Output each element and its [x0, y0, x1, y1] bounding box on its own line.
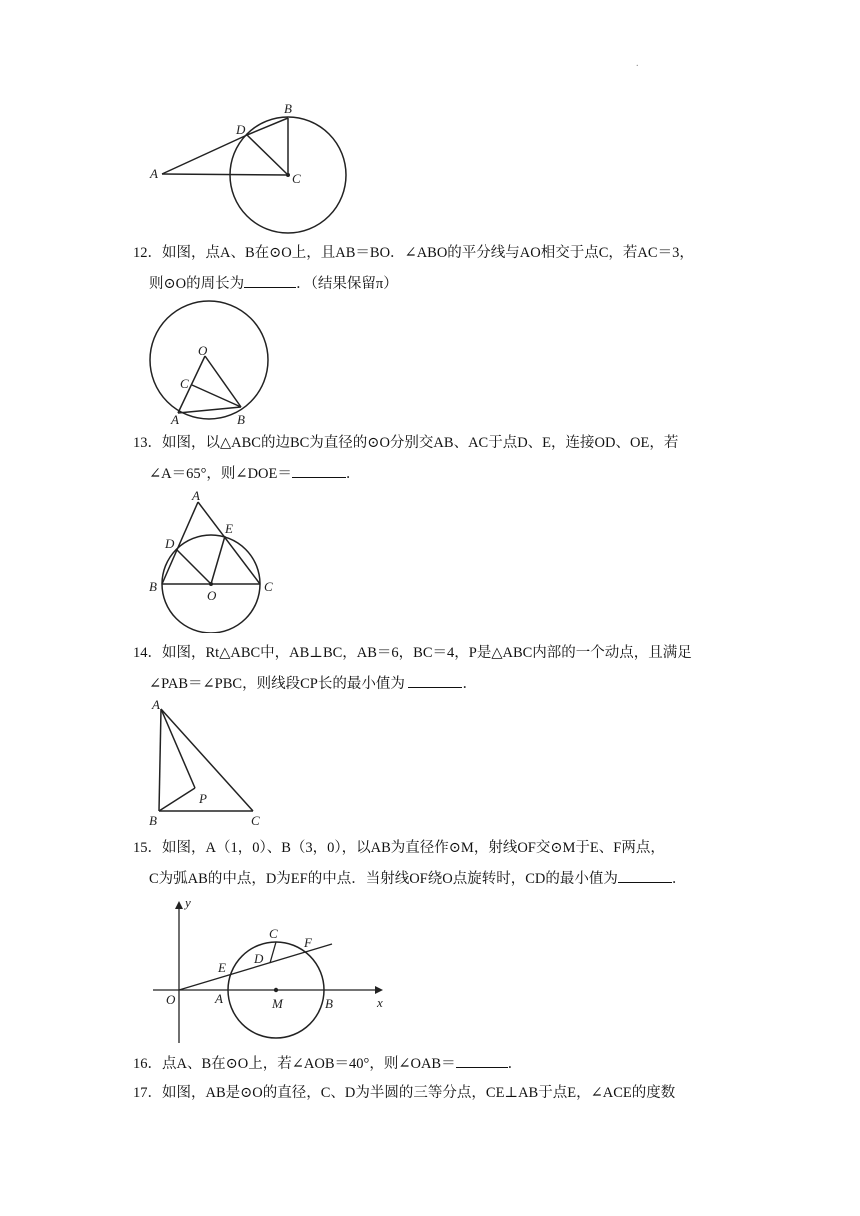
question-13 — [133, 428, 733, 490]
q15-label-o: O — [166, 992, 176, 1007]
question-text: ． — [671, 871, 687, 887]
q15-label-y: y — [185, 895, 191, 910]
q15-label-d: D — [254, 951, 264, 966]
q14-label-b: B — [149, 813, 157, 828]
question-text: 点A、B在⊙O上，若∠AOB＝40°，则∠OAB＝ — [162, 1056, 456, 1072]
q11-label-b: B — [284, 101, 292, 116]
q13-label-a: A — [192, 488, 200, 503]
question-text: ∠PAB＝∠PBC，则线段CP长的最小值为 — [149, 676, 409, 692]
question-16 — [133, 1049, 733, 1080]
question-number: 17． — [133, 1085, 162, 1101]
answer-blank — [456, 1053, 508, 1068]
question-number: 15． — [133, 840, 162, 856]
q15-label-f: F — [304, 935, 312, 950]
q11-label-c: C — [292, 171, 301, 186]
q14-label-p: P — [199, 791, 207, 806]
question-text: ∠A＝65°，则∠DOE＝ — [149, 466, 292, 482]
q13-label-b: B — [149, 579, 157, 594]
q14-figure — [145, 697, 270, 832]
q15-label-x: x — [377, 995, 383, 1010]
q12-figure — [145, 298, 275, 428]
question-text: ． — [507, 1056, 523, 1072]
question-15 — [133, 833, 733, 895]
answer-blank — [408, 673, 462, 688]
question-number: 13． — [133, 435, 162, 451]
q15-label-c: C — [269, 926, 278, 941]
question-number: 12． — [133, 245, 162, 261]
q12-label-a: A — [171, 412, 179, 427]
question-text: 如图，点A、B在⊙O上，且AB＝BO．∠ABO的平分线与AO相交于点C，若AC＝3， — [162, 245, 694, 261]
q11-figure — [145, 100, 350, 235]
q15-figure — [148, 895, 388, 1045]
q11-label-d: D — [236, 122, 246, 137]
q11-label-a: A — [150, 166, 158, 181]
q12-label-o: O — [198, 343, 208, 358]
question-text: 则⊙O的周长为 — [149, 276, 245, 292]
q13-label-o: O — [207, 588, 217, 603]
question-text: C为弧AB的中点，D为EF的中点．当射线OF绕O点旋转时，CD的最小值为 — [149, 871, 618, 887]
question-text: 如图，以△ABC的边BC为直径的⊙O分别交AB、AC于点D、E，连接OD、OE，若 — [162, 435, 679, 451]
answer-blank — [618, 868, 672, 883]
q14-label-c: C — [251, 813, 260, 828]
question-text: ． — [462, 676, 477, 692]
question-text: 如图，AB是⊙O的直径，C、D为半圆的三等分点，CE⊥AB于点E，∠ACE的度数 — [162, 1085, 676, 1101]
question-12 — [133, 238, 733, 300]
q12-label-b: B — [237, 412, 245, 427]
q15-label-b: B — [325, 996, 333, 1011]
q15-label-e: E — [218, 960, 226, 975]
question-number: 16． — [133, 1056, 162, 1072]
q15-label-a: A — [215, 991, 223, 1006]
q13-label-e: E — [225, 521, 233, 536]
q13-label-c: C — [264, 579, 273, 594]
answer-blank — [244, 273, 296, 288]
q13-label-d: D — [165, 536, 175, 551]
question-14 — [133, 638, 733, 700]
page-dot: . — [636, 58, 639, 69]
question-text: 如图，Rt△ABC中，AB⊥BC，AB＝6，BC＝4，P是△ABC内部的一个动点，且满足 — [162, 645, 692, 661]
question-text: ．（结果保留π） — [296, 276, 398, 292]
q14-label-a: A — [152, 697, 160, 712]
q13-figure — [145, 488, 280, 633]
question-17 — [133, 1078, 733, 1109]
answer-blank — [292, 463, 346, 478]
question-number: 14． — [133, 645, 162, 661]
question-text: ． — [345, 466, 361, 482]
q15-label-m: M — [272, 996, 283, 1011]
question-text: 如图，A（1，0）、B（3，0），以AB为直径作⊙M，射线OF交⊙M于E、F两点， — [162, 840, 665, 856]
q12-label-c: C — [180, 376, 189, 391]
